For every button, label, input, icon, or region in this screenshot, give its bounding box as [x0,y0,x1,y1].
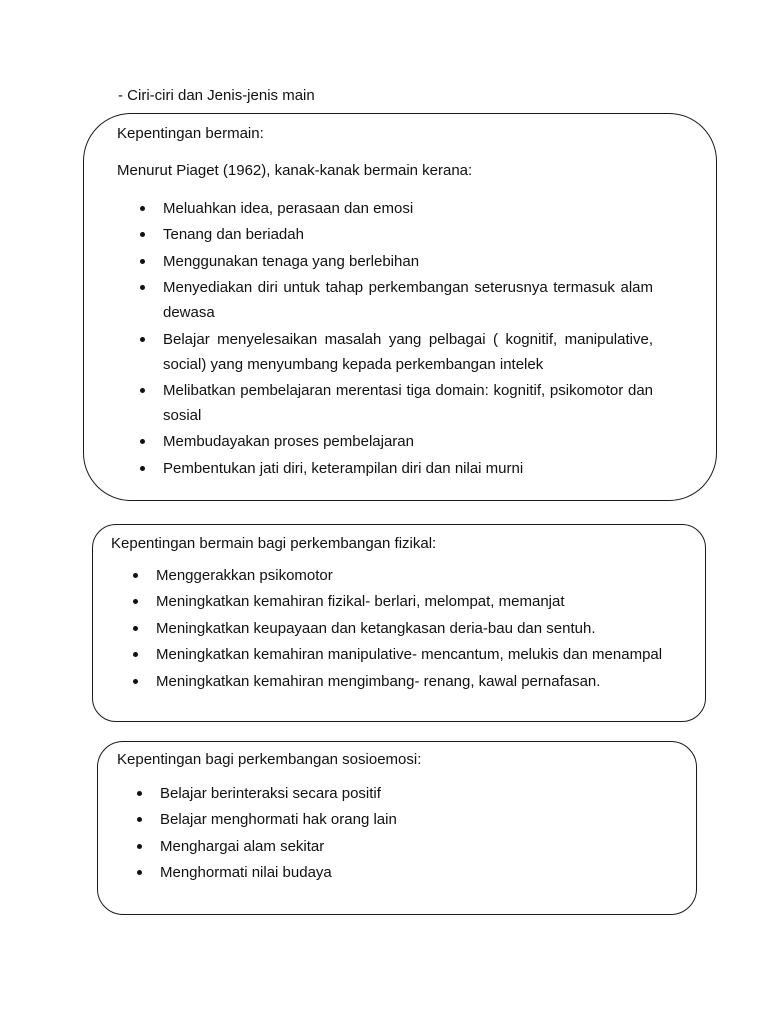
list-item: Belajar berinteraksi secara positif [160,781,680,806]
list-item: Menggunakan tenaga yang berlebihan [163,249,653,274]
list-item: Meluahkan idea, perasaan dan emosi [163,196,653,221]
list-item: Pembentukan jati diri, keterampilan diri dan nilai murni [163,456,653,481]
list-item: Belajar menghormati hak orang lain [160,807,680,832]
box-perkembangan-sosioemosi [97,741,697,915]
box-title: Kepentingan bermain: [117,125,264,142]
list-item: Membudayakan proses pembelajaran [163,429,653,454]
bullet-list [156,563,696,695]
bullet-list [160,781,680,887]
box-kepentingan-bermain [83,113,717,501]
list-item: Belajar menyelesaikan masalah yang pelbagai ( kognitif, manipulative, social) yang menyumbang kepada perkembangan intelek [163,327,653,377]
box-intro: Menurut Piaget (1962), kanak-kanak bermain kerana: [117,162,473,179]
list-item: Meningkatkan kemahiran fizikal- berlari, melompat, memanjat [156,589,696,614]
box-title: Kepentingan bagi perkembangan sosioemosi: [117,751,422,768]
list-item: Meningkatkan kemahiran mengimbang- renang, kawal pernafasan. [156,669,696,694]
box-title: Kepentingan bermain bagi perkembangan fizikal: [111,535,437,552]
list-item: Menyediakan diri untuk tahap perkembangan seterusnya termasuk alam dewasa [163,275,653,325]
list-item: Meningkatkan keupayaan dan ketangkasan deria-bau dan sentuh. [156,616,696,641]
list-item: Melibatkan pembelajaran merentasi tiga domain: kognitif, psikomotor dan sosial [163,378,653,428]
list-item: Meningkatkan kemahiran manipulative- mencantum, melukis dan menampal [156,642,696,667]
list-item: Menghargai alam sekitar [160,834,680,859]
list-item: Menggerakkan psikomotor [156,563,696,588]
page-heading: - Ciri-ciri dan Jenis-jenis main [118,87,315,104]
bullet-list [163,196,653,482]
box-perkembangan-fizikal [92,524,706,722]
list-item: Menghormati nilai budaya [160,860,680,885]
list-item: Tenang dan beriadah [163,222,653,247]
